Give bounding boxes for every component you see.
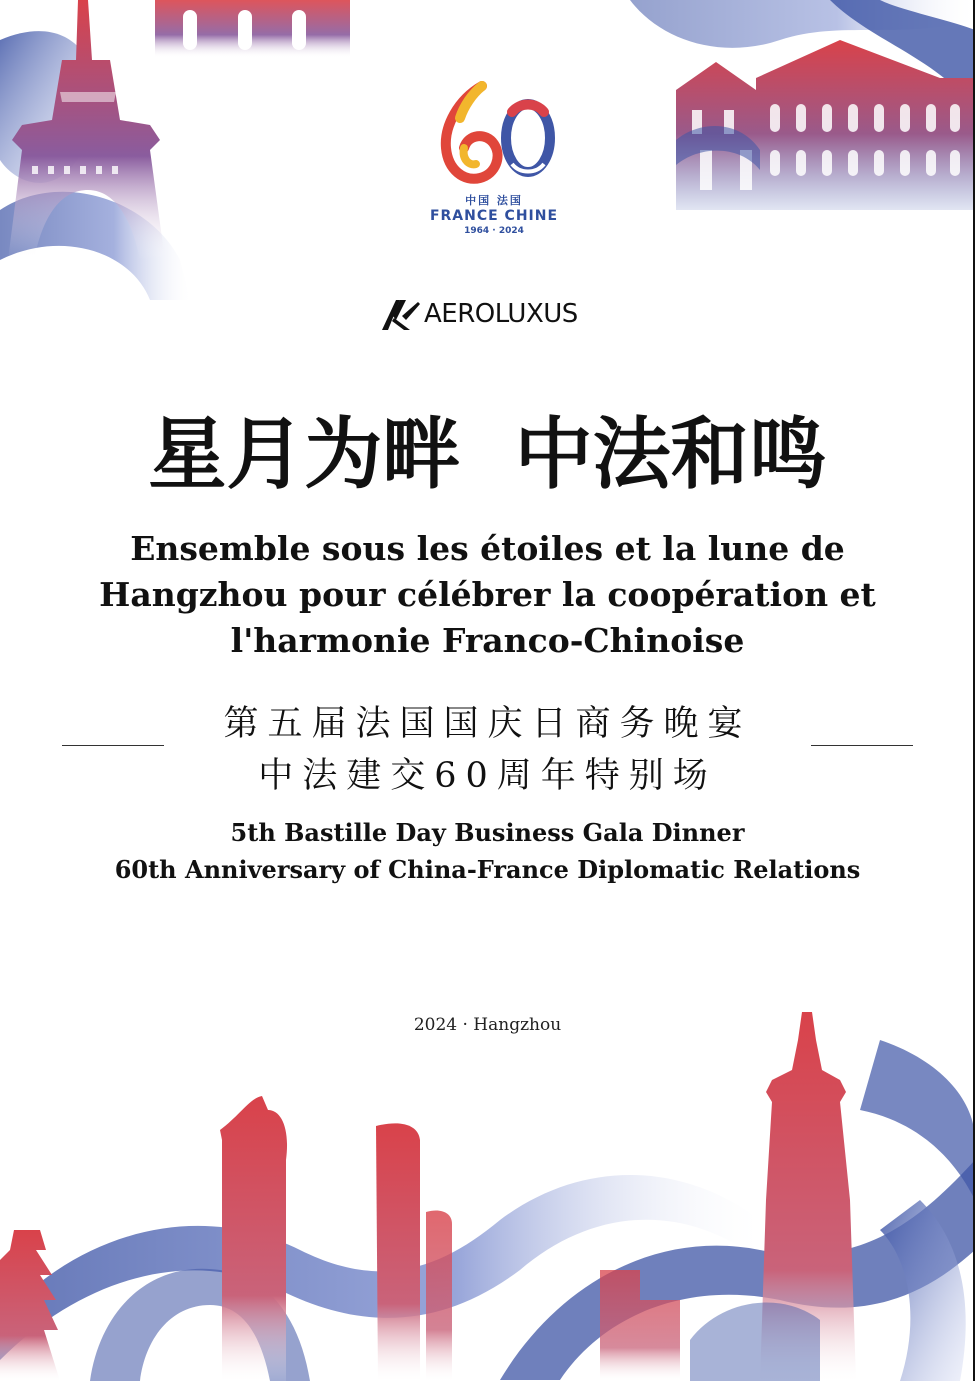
subtitle-french-line-2: Hangzhou pour célébrer la coopération et bbox=[99, 575, 876, 614]
date-place: 2024 · Hangzhou bbox=[413, 1015, 562, 1035]
eiffel-tower-icon bbox=[0, 0, 190, 300]
brand-name: AEROLUXUS bbox=[424, 299, 578, 329]
event-title-english-line-1: 5th Bastille Day Business Gala Dinner bbox=[230, 818, 745, 847]
main-title-chinese: 星月为畔 中法和鸣 bbox=[148, 409, 827, 500]
logo-years-text: 1964 · 2024 bbox=[464, 226, 524, 236]
subtitle-french bbox=[50, 526, 925, 664]
anniversary-60-emblem-icon bbox=[428, 78, 560, 198]
event-title-chinese bbox=[0, 698, 975, 802]
aeroluxus-brand bbox=[380, 296, 610, 336]
aeroluxus-mark-icon bbox=[380, 298, 420, 332]
logo-france-chine-text: FRANCE CHINE bbox=[429, 208, 559, 224]
event-title-english-line-2: 60th Anniversary of China-France Diplomatic Relations bbox=[114, 855, 861, 884]
french-palace-icon bbox=[630, 0, 975, 210]
event-title-chinese-line-1: 第五届法国国庆日商务晚宴 bbox=[223, 704, 752, 744]
ribbon-swirl-icon bbox=[0, 1040, 975, 1381]
event-title-chinese-line-2: 中法建交60周年特别场 bbox=[258, 756, 717, 796]
event-title-english bbox=[0, 814, 975, 888]
hangzhou-skyline-icon bbox=[0, 1012, 856, 1381]
subtitle-french-line-1: Ensemble sous les étoiles et la lune de bbox=[130, 529, 845, 568]
anniversary-logo bbox=[420, 78, 568, 238]
building-fragment-icon bbox=[155, 0, 350, 58]
logo-chinese-text: 中国 法国 bbox=[465, 194, 523, 207]
subtitle-french-line-3: l'harmonie Franco-Chinoise bbox=[230, 621, 745, 660]
